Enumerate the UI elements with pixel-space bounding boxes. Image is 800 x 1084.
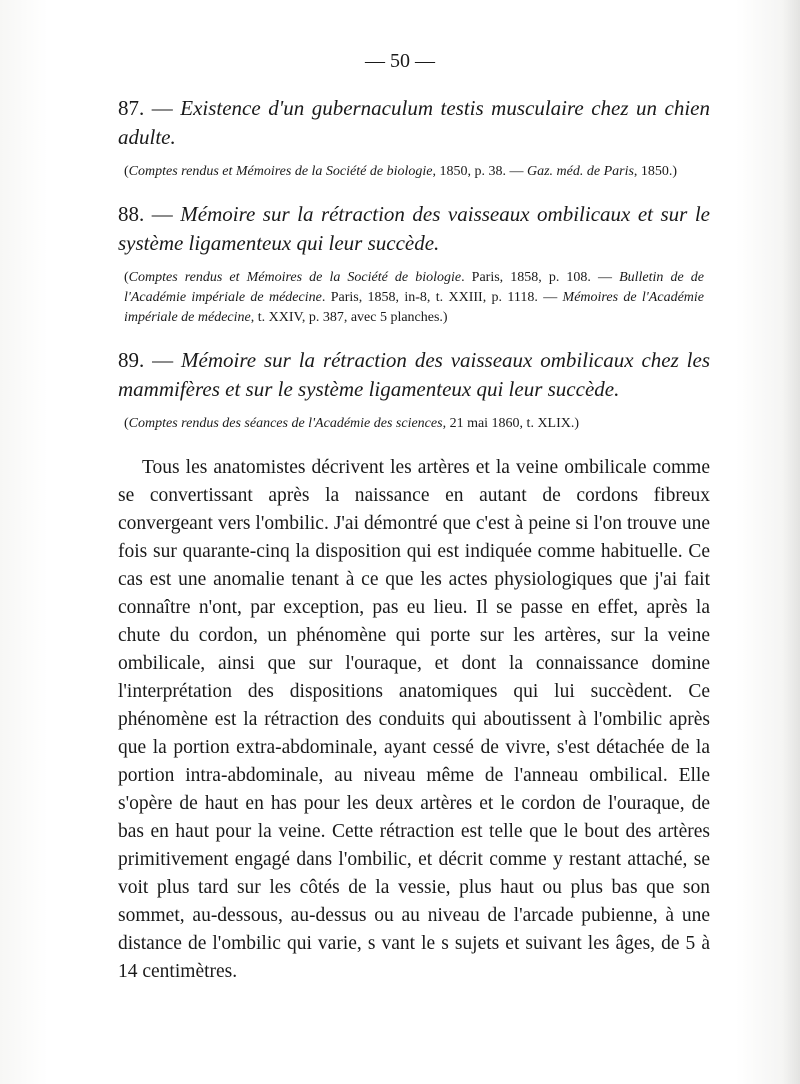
- ref-part: Mémoires de l'Académie impériale de médecine: [124, 290, 704, 325]
- page-content: [118, 94, 710, 1006]
- page-gutter-shadow: [782, 0, 800, 1084]
- entry-title-text: Mémoire sur la rétraction des vaisseaux ombilicaux et sur le système ligamenteux qui leur succède.: [118, 202, 710, 255]
- ref-part: , 1850.): [633, 164, 678, 179]
- entry-title: [118, 200, 710, 258]
- ref-part: , 21 mai 1860, t. XLIX.): [442, 416, 580, 431]
- entry-title: [118, 94, 710, 152]
- entry-number: 87. —: [118, 96, 181, 120]
- entry-reference: [118, 414, 710, 434]
- ref-part: , t. XXIV, p. 387, avec 5 planches.): [250, 310, 448, 325]
- bibliography-entry-87: [118, 94, 710, 182]
- ref-part: Bulletin de de l'Académie impériale de médecine: [124, 270, 704, 305]
- ref-part: . Paris, 1858, p. 108. —: [461, 270, 620, 285]
- ref-part: . Paris, 1858, in-8, t. XXIII, p. 1118. —: [321, 290, 563, 305]
- entry-title-text: Mémoire sur la rétraction des vaisseaux ombilicaux chez les mammifères et sur le système ligamenteux qui leur succède.: [118, 348, 710, 401]
- entry-reference: [118, 162, 710, 182]
- page-number: — 50 —: [365, 50, 435, 72]
- body-paragraph: Tous les anatomistes décrivent les artères et la veine ombilicale comme se convertissant après la naissance en autant de cordons fibreux convergeant vers l'ombilic. J'ai démontré que c'est à peine si l'on trouve une fois sur quarante-cinq la disposition qui est indiquée comme habituelle. Ce cas est une anomalie tenant à ce que les actes physiologiques que j'ai fait connaître n'ont, par exception, pas eu lieu. Il se passe en effet, après la chute du cordon, un phénomène qui porte sur les artères, sur la veine ombilicale, ainsi que sur l'ouraque, et dont la connaissance domine l'interprétation des dispositions anatomiques qui lui succèdent. Ce phénomène est la rétraction des conduits qui aboutissent à l'ombilic après que la portion extra-abdominale, ayant cessé de vivre, s'est détachée de la portion intra-abdominale, au niveau même de l'anneau ombilical. Elle s'opère de haut en has pour les deux artères et le cordon de l'ouraque, de bas en haut pour la veine. Cette rétraction est telle que le bout des artères primitivement engagé dans l'ombilic, et décrit comme y restant attaché, se voit plus tard sur les côtés de la vessie, plus haut ou plus bas que son sommet, au-dessous, au-dessus ou au niveau de l'arcade pubienne, à une distance de l'ombilic qui varie, s vant le s sujets et suivant les âges, de 5 à 14 centimètres.: [118, 457, 710, 982]
- ref-part: Gaz. méd. de Paris: [526, 164, 634, 179]
- entry-title-text: Existence d'un gubernaculum testis musculaire chez un chien adulte.: [118, 96, 710, 149]
- entry-number: 89. —: [118, 348, 182, 372]
- bibliography-entry-88: [118, 200, 710, 328]
- ref-part: Comptes rendus et Mémoires de la Société de biologie: [128, 164, 433, 179]
- ref-part: Comptes rendus des séances de l'Académie des sciences: [128, 416, 443, 431]
- ref-part: (: [124, 270, 129, 285]
- entry-reference: [118, 268, 710, 328]
- ref-part: Comptes rendus et Mémoires de la Société de biologie: [128, 270, 462, 285]
- ref-part: (: [124, 164, 129, 179]
- entry-number: 88. —: [118, 202, 181, 226]
- bibliography-entry-89: [118, 346, 710, 434]
- entry-title: [118, 346, 710, 404]
- ref-part: , 1850, p. 38. —: [432, 164, 527, 179]
- ref-part: (: [124, 416, 129, 431]
